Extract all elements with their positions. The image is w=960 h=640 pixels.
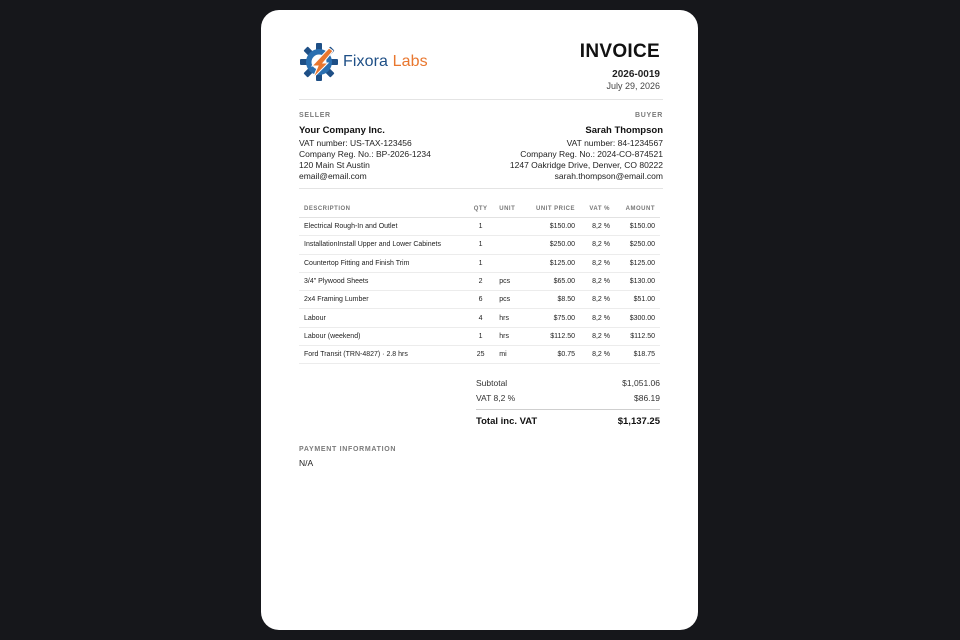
cell-description: 3/4" Plywood Sheets <box>299 272 467 290</box>
cell-vat: 8,2 % <box>580 291 615 309</box>
gear-bolt-icon <box>299 42 339 82</box>
cell-vat: 8,2 % <box>580 254 615 272</box>
vat-label: VAT 8,2 % <box>476 393 516 403</box>
cell-unit <box>494 254 524 272</box>
totals-divider <box>476 409 660 410</box>
total-label: Total inc. VAT <box>476 416 538 427</box>
cell-qty: 1 <box>467 236 494 254</box>
cell-amount: $150.00 <box>615 218 660 236</box>
seller-email: email@email.com <box>299 171 367 181</box>
header-divider <box>299 99 663 100</box>
vat-row <box>476 391 660 406</box>
cell-amount: $300.00 <box>615 309 660 327</box>
cell-description: Countertop Fitting and Finish Trim <box>299 254 467 272</box>
seller-reg: Company Reg. No.: BP-2026-1234 <box>299 149 431 159</box>
col-vat: VAT % <box>580 200 615 218</box>
subtotal-row <box>476 376 660 391</box>
cell-qty: 1 <box>467 327 494 345</box>
col-qty: QTY <box>467 200 494 218</box>
table-row <box>299 309 660 327</box>
cell-unit: mi <box>494 346 524 364</box>
cell-amount: $125.00 <box>615 254 660 272</box>
buyer-reg: Company Reg. No.: 2024-CO-874521 <box>520 149 663 159</box>
cell-description: InstallationInstall Upper and Lower Cabinets <box>299 236 467 254</box>
total-row <box>476 414 660 429</box>
payment-info <box>299 446 396 468</box>
payment-caption: PAYMENT INFORMATION <box>299 446 397 453</box>
cell-unit-price: $75.00 <box>524 309 580 327</box>
buyer-email: sarah.thompson@email.com <box>554 171 663 181</box>
buyer-address: 1247 Oakridge Drive, Denver, CO 80222 <box>509 160 663 170</box>
vat-value: $86.19 <box>634 393 660 403</box>
cell-qty: 1 <box>467 218 494 236</box>
cell-unit-price: $8.50 <box>524 291 580 309</box>
invoice-title: INVOICE <box>579 41 660 62</box>
cell-qty: 6 <box>467 291 494 309</box>
table-row <box>299 254 660 272</box>
buyer-vat: VAT number: 84-1234567 <box>566 138 663 148</box>
invoice-date: July 29, 2026 <box>606 81 660 91</box>
totals-block <box>476 376 660 429</box>
table-row <box>299 218 660 236</box>
line-items-table <box>299 200 660 364</box>
cell-unit: pcs <box>494 291 524 309</box>
cell-unit: hrs <box>494 327 524 345</box>
cell-amount: $51.00 <box>615 291 660 309</box>
cell-amount: $130.00 <box>615 272 660 290</box>
cell-qty: 1 <box>467 254 494 272</box>
cell-qty: 25 <box>467 346 494 364</box>
buyer-caption: BUYER <box>634 112 663 119</box>
buyer-name: Sarah Thompson <box>585 125 663 136</box>
table-header-row <box>299 200 660 218</box>
seller-block <box>299 110 431 182</box>
table-row <box>299 272 660 290</box>
cell-unit-price: $0.75 <box>524 346 580 364</box>
col-unit: UNIT <box>494 200 524 218</box>
cell-description: Labour <box>299 309 467 327</box>
cell-unit-price: $112.50 <box>524 327 580 345</box>
cell-vat: 8,2 % <box>580 236 615 254</box>
cell-description: 2x4 Framing Lumber <box>299 291 467 309</box>
buyer-block <box>510 110 663 182</box>
table-row <box>299 236 660 254</box>
subtotal-value: $1,051.06 <box>622 378 660 388</box>
table-row <box>299 346 660 364</box>
invoice-number: 2026-0019 <box>612 69 660 80</box>
cell-description: Ford Transit (TRN-4827) · 2.8 hrs <box>299 346 467 364</box>
cell-description: Labour (weekend) <box>299 327 467 345</box>
seller-name: Your Company Inc. <box>299 125 385 136</box>
subtotal-label: Subtotal <box>476 378 508 388</box>
col-unit-price: UNIT PRICE <box>524 200 580 218</box>
seller-caption: SELLER <box>299 112 331 119</box>
cell-unit <box>494 218 524 236</box>
cell-vat: 8,2 % <box>580 218 615 236</box>
cell-amount: $250.00 <box>615 236 660 254</box>
cell-vat: 8,2 % <box>580 327 615 345</box>
cell-vat: 8,2 % <box>580 272 615 290</box>
cell-vat: 8,2 % <box>580 346 615 364</box>
cell-unit-price: $150.00 <box>524 218 580 236</box>
table-row <box>299 291 660 309</box>
cell-qty: 4 <box>467 309 494 327</box>
company-name: Fixora Labs <box>343 53 428 70</box>
cell-unit: hrs <box>494 309 524 327</box>
cell-unit-price: $250.00 <box>524 236 580 254</box>
cell-qty: 2 <box>467 272 494 290</box>
cell-description: Electrical Rough-In and Outlet <box>299 218 467 236</box>
payment-value: N/A <box>299 458 314 468</box>
col-description: DESCRIPTION <box>299 200 467 218</box>
seller-vat: VAT number: US-TAX-123456 <box>299 138 412 148</box>
cell-unit: pcs <box>494 272 524 290</box>
table-row <box>299 327 660 345</box>
cell-unit <box>494 236 524 254</box>
invoice-page <box>261 10 698 630</box>
cell-amount: $18.75 <box>615 346 660 364</box>
col-amount: AMOUNT <box>615 200 660 218</box>
company-logo <box>299 42 428 82</box>
total-value: $1,137.25 <box>617 416 660 427</box>
cell-unit-price: $65.00 <box>524 272 580 290</box>
cell-vat: 8,2 % <box>580 309 615 327</box>
seller-address: 120 Main St Austin <box>299 160 370 170</box>
cell-amount: $112.50 <box>615 327 660 345</box>
parties-divider <box>299 188 663 189</box>
cell-unit-price: $125.00 <box>524 254 580 272</box>
